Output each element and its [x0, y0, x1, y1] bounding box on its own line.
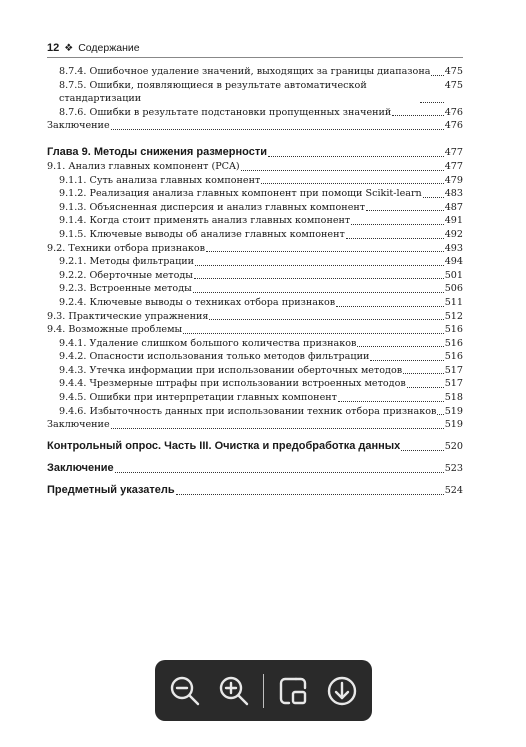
toc-leader-dots — [261, 182, 443, 184]
toc-entry[interactable] — [47, 323, 463, 337]
toc-chapter-entry[interactable] — [47, 439, 463, 454]
toc-entry-label: 9.3. Практические упражнения — [47, 310, 209, 322]
toc-entry-page: 516 — [444, 351, 463, 363]
toc-leader-dots — [357, 345, 443, 347]
toc-spacer — [47, 432, 463, 439]
toc-leader-dots — [420, 101, 444, 103]
toc-entry[interactable] — [47, 228, 463, 242]
toc-chapter-entry[interactable] — [47, 145, 463, 160]
toc-entry[interactable] — [47, 364, 463, 378]
toolbar-divider — [263, 674, 264, 708]
toc-entry-label: 9.4.4. Чрезмерные штрафы при использовании встроенных методов — [59, 378, 406, 390]
toc-entry-page: 493 — [444, 242, 463, 254]
toc-entry[interactable] — [47, 187, 463, 201]
toc-entry[interactable] — [47, 242, 463, 256]
toc-entry-page: 516 — [444, 337, 463, 349]
toc-entry-page: 516 — [444, 324, 463, 336]
zoom-out-button[interactable] — [166, 672, 204, 710]
toc-entry[interactable] — [47, 418, 463, 432]
toc-leader-dots — [206, 250, 444, 252]
fit-page-icon — [276, 674, 310, 708]
toc-entry-label: 9.2.1. Методы фильтрации — [59, 256, 195, 268]
toc-entry[interactable] — [47, 160, 463, 174]
toc-entry[interactable] — [47, 391, 463, 405]
zoom-in-button[interactable] — [215, 672, 253, 710]
toc-entry-page: 517 — [444, 378, 463, 390]
toc-entry-label: Заключение — [47, 120, 110, 132]
toc-entry-page: 519 — [444, 405, 463, 417]
page-header — [47, 38, 463, 58]
toc-leader-dots — [268, 155, 444, 157]
toc-entry-label: 9.4.5. Ошибки при интерпретации главных компонент — [59, 392, 337, 404]
toc-entry-label: 9.1.2. Реализация анализа главных компонент при помощи Scikit-learn — [59, 188, 422, 200]
toc-spacer — [47, 476, 463, 483]
toc-entry[interactable] — [47, 65, 463, 79]
toc-leader-dots — [111, 427, 444, 429]
toc-entry-label: 9.4.3. Утечка информации при использовании оберточных методов — [59, 364, 403, 376]
toc-leader-dots — [111, 128, 444, 130]
toc-entry-label: 8.7.4. Ошибочное удаление значений, выходящих за границы диапазона — [59, 66, 431, 77]
toc-entry-page: 494 — [444, 256, 463, 268]
toc-entry-label: 9.4.6. Избыточность данных при использовании техник отбора признаков — [59, 405, 437, 417]
toc-entry[interactable] — [47, 214, 463, 228]
toc-entry-page: 512 — [444, 310, 463, 322]
toc-entry-page: 491 — [444, 215, 463, 227]
fit-page-button[interactable] — [274, 672, 312, 710]
toc-leader-dots — [176, 493, 444, 495]
toc-entry-label: Заключение — [47, 419, 110, 431]
toc-entry-page: 517 — [444, 364, 463, 376]
toc-entry[interactable] — [47, 296, 463, 310]
toc-entry-page: 511 — [444, 296, 463, 308]
header-title: Содержание — [78, 42, 140, 54]
toc-entry-page: 483 — [444, 188, 463, 200]
toc-leader-dots — [195, 264, 444, 266]
toc-entry-page: 475 — [444, 66, 463, 77]
toc-entry-page: 524 — [444, 484, 463, 496]
toc-entry-label: 9.1. Анализ главных компонент (PCA) — [47, 160, 240, 172]
toc-entry-label: Предметный указатель — [47, 483, 175, 496]
toc-entry-page: 477 — [444, 160, 463, 172]
toc-leader-dots — [401, 449, 443, 451]
toc-entry-page: 479 — [444, 174, 463, 186]
toc-entry-label: 9.2.4. Ключевые выводы о техниках отбора признаков — [59, 296, 336, 308]
toc-entry-page: 519 — [444, 419, 463, 431]
toc-entry[interactable] — [47, 269, 463, 283]
toc-entry-page: 492 — [444, 228, 463, 240]
toc-entry-page: 475 — [444, 79, 463, 91]
zoom-in-icon — [217, 674, 251, 708]
toc-entry-label: Контрольный опрос. Часть III. Очистка и предобработка данных — [47, 439, 401, 452]
toc-chapter-entry[interactable] — [47, 483, 463, 498]
toc-entry[interactable] — [47, 405, 463, 419]
toc-entry[interactable] — [47, 282, 463, 296]
toc-entry[interactable] — [47, 119, 463, 133]
toc-leader-dots — [407, 386, 444, 388]
toc-entry-label: 9.4.1. Удаление слишком большого количества признаков — [59, 337, 357, 349]
toc-entry-label: 9.1.1. Суть анализа главных компонент — [59, 174, 261, 186]
toc-leader-dots — [338, 400, 444, 402]
toc-entry-page: 518 — [444, 392, 463, 404]
toc-spacer — [47, 133, 463, 145]
toc-entry-label: 9.1.5. Ключевые выводы об анализе главных компонент — [59, 228, 345, 240]
toc-entry-label: Заключение — [47, 461, 114, 474]
toc-entry[interactable] — [47, 201, 463, 215]
toc-entry-page: 476 — [444, 120, 463, 132]
toc-leader-dots — [370, 359, 443, 361]
toc-entry-label: 9.4. Возможные проблемы — [47, 324, 183, 336]
toc-entry[interactable] — [47, 79, 463, 106]
toc-entry[interactable] — [47, 310, 463, 324]
table-of-contents — [47, 65, 463, 498]
toc-leader-dots — [336, 305, 444, 307]
toc-leader-dots — [194, 277, 444, 279]
viewer-toolbar — [155, 660, 372, 721]
toc-entry-page: 520 — [444, 440, 463, 452]
toc-entry-page: 523 — [444, 462, 463, 474]
toc-entry-page: 476 — [444, 106, 463, 118]
toc-entry[interactable] — [47, 377, 463, 391]
toc-leader-dots — [423, 196, 444, 198]
download-button[interactable] — [323, 672, 361, 710]
toc-entry[interactable] — [47, 337, 463, 351]
download-icon — [325, 674, 359, 708]
toc-entry[interactable] — [47, 174, 463, 188]
toc-entry-label: 8.7.5. Ошибки, появляющиеся в результате автоматической стандартизации — [59, 79, 367, 105]
toc-leader-dots — [351, 223, 443, 225]
toc-leader-dots — [392, 114, 443, 116]
toc-leader-dots — [437, 413, 443, 415]
toc-entry-page: 487 — [444, 201, 463, 213]
toc-leader-dots — [403, 372, 444, 374]
toc-entry-page: 506 — [444, 283, 463, 295]
toc-leader-dots — [346, 237, 444, 239]
toc-leader-dots — [209, 318, 443, 320]
toc-entry-label: 8.7.6. Ошибки в результате подстановки пропущенных значений — [59, 106, 392, 118]
header-separator-icon: ❖ — [64, 43, 74, 54]
toc-leader-dots — [431, 74, 443, 76]
toc-entry-label: 9.4.2. Опасности использования только методов фильтрации — [59, 351, 370, 363]
toc-entry-label: 9.1.3. Объясненная дисперсия и анализ главных компонент — [59, 201, 366, 213]
toc-leader-dots — [183, 332, 443, 334]
toc-entry[interactable] — [47, 350, 463, 364]
toc-entry-label: Глава 9. Методы снижения размерности — [47, 145, 267, 158]
toc-leader-dots — [193, 291, 444, 293]
toc-entry-page: 501 — [444, 269, 463, 281]
toc-leader-dots — [241, 169, 444, 171]
zoom-out-icon — [168, 674, 202, 708]
toc-entry-label: 9.2.2. Оберточные методы — [59, 269, 193, 281]
toc-leader-dots — [115, 471, 444, 473]
toc-entry-page: 477 — [444, 146, 463, 158]
toc-entry[interactable] — [47, 106, 463, 120]
toc-leader-dots — [366, 209, 444, 211]
toc-entry-label: 9.2. Техники отбора признаков — [47, 242, 206, 254]
toc-entry[interactable] — [47, 255, 463, 269]
page-number: 12 — [47, 42, 60, 54]
toc-entry-label: 9.2.3. Встроенные методы — [59, 283, 192, 295]
toc-chapter-entry[interactable] — [47, 461, 463, 476]
toc-spacer — [47, 454, 463, 461]
toc-entry-label: 9.1.4. Когда стоит применять анализ главных компонент — [59, 215, 351, 227]
